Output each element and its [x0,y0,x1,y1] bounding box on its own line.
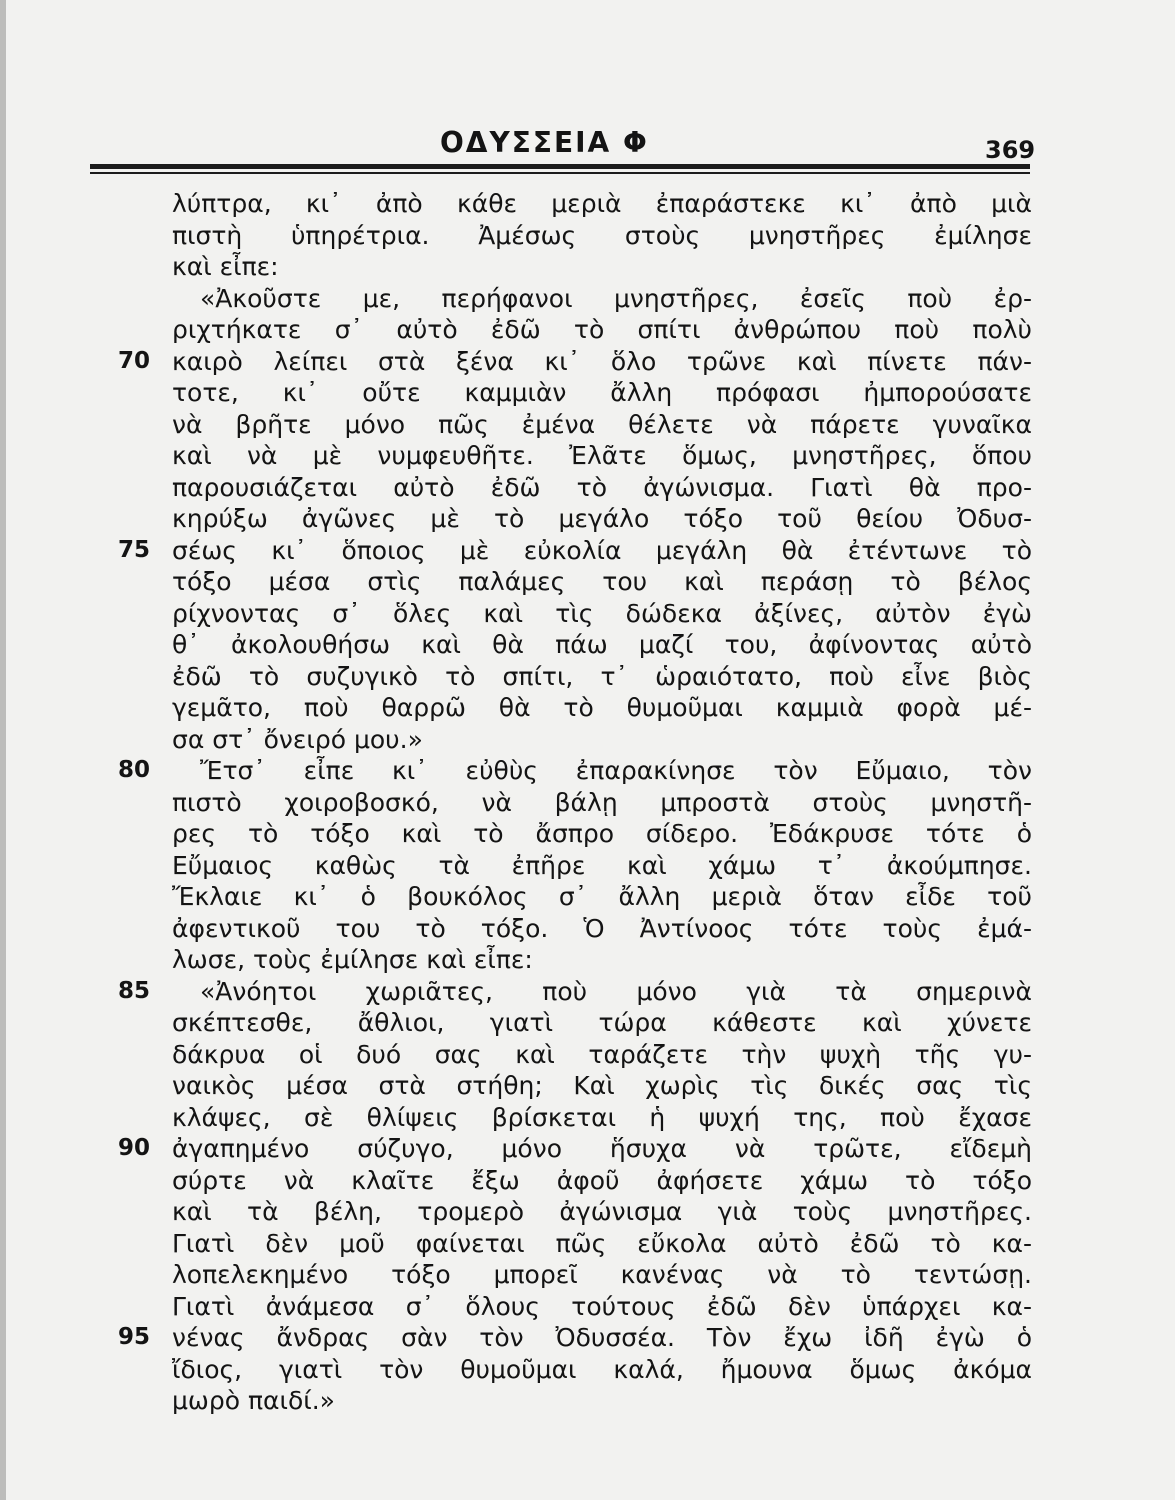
text-line: σέως κι᾿ ὅποιος μὲ εὐκολία μεγάλη θὰ ἐτέντωνε τὸ [172,535,1032,565]
text-line: ρες τὸ τόξο καὶ τὸ ἄσπρο σίδερο. Ἐδάκρυσε τότε ὁ [172,819,1032,848]
line-number: 75 [118,536,151,563]
text-line: καὶ νὰ μὲ νυμφευθῆτε. Ἐλᾶτε ὅμως, μνηστῆρες, ὅπου [172,441,1032,470]
text-line: ναικὸς μέσα στὰ στήθη; Καὶ χωρὶς τὶς δικές σας τὶς [172,1071,1032,1100]
text-line: «Ἀνόητοι χωριᾶτες, ποὺ μόνο γιὰ τὰ σημερινὰ [200,976,1032,1006]
text-line: Ἔκλαιε κι᾿ ὁ βουκόλος σ᾿ ἄλλη μεριὰ ὅταν εἶδε τοῦ [172,882,1032,911]
text-line: «Ἀκοῦστε με, περήφανοι μνηστῆρες, ἐσεῖς ποὺ ἐρ- [200,283,1032,313]
text-block [172,188,1032,1417]
text-line: κηρύξω ἀγῶνες μὲ τὸ μεγάλο τόξο τοῦ θείου Ὀδυσ- [172,504,1032,533]
text-line: σα στ᾿ ὄνειρό μου.» [172,724,423,754]
text-line: καιρὸ λείπει στὰ ξένα κι᾿ ὅλο τρῶνε καὶ πίνετε πάν- [172,346,1032,376]
line-number: 70 [118,347,151,374]
text-line: τοτε, κι᾿ οὔτε καμμιὰν ἄλλη πρόφασι ἠμπορούσατε [172,378,1032,407]
text-line: λοπελεκημένο τόξο μπορεῖ κανένας νὰ τὸ τεντώσῃ. [172,1260,1032,1289]
text-line: κλάψες, σὲ θλίψεις βρίσκεται ἡ ψυχή της, ποὺ ἔχασε [172,1102,1032,1132]
line-number: 85 [118,977,151,1004]
text-line: λύπτρα, κι᾿ ἀπὸ κάθε μεριὰ ἐπαράστεκε κι᾿ ἀπὸ μιὰ [172,189,1032,218]
text-line: νὰ βρῆτε μόνο πῶς ἐμένα θέλετε νὰ πάρετε γυναῖκα [172,409,1032,439]
text-line: σκέπτεσθε, ἄθλιοι, γιατὶ τώρα κάθεστε καὶ χύνετε [172,1008,1032,1037]
line-number: 80 [118,757,151,783]
text-line: θ᾿ ἀκολουθήσω καὶ θὰ πάω μαζί του, ἀφίνοντας αὐτὸ [172,630,1032,659]
text-line: νένας ἄνδρας σὰν τὸν Ὀδυσσέα. Τὸν ἔχω ἰδῆ ἐγὼ ὁ [172,1323,1032,1352]
text-line: καὶ εἶπε: [172,252,279,281]
text-line: ρίχνοντας σ᾿ ὅλες καὶ τὶς δώδεκα ἀξίνες, αὐτὸν ἐγὼ [172,598,1032,628]
page-number: 369 [985,136,1036,164]
running-title: ΟΔΥΣΣΕΙΑ Φ [440,126,649,159]
text-line: ἀφεντικοῦ του τὸ τόξο. Ὁ Ἀντίνοος τότε τοὺς ἐμά- [172,913,1032,943]
text-line: Εὔμαιος καθὼς τὰ ἐπῆρε καὶ χάμω τ᾿ ἀκούμπησε. [172,850,1032,880]
text-line: δάκρυα οἱ δυό σας καὶ ταράζετε τὴν ψυχὴ τῆς γυ- [172,1039,1032,1069]
text-line: Γιατὶ δὲν μοῦ φαίνεται πῶς εὔκολα αὐτὸ ἐδῶ τὸ κα- [172,1228,1032,1258]
text-line: πιστὴ ὑπηρέτρια. Ἀμέσως στοὺς μνηστῆρες ἐμίλησε [172,220,1032,250]
text-line: λωσε, τοὺς ἐμίλησε καὶ εἶπε: [172,945,533,974]
text-line: Ἔτσ᾿ εἶπε κι᾿ εὐθὺς ἐπαρακίνησε τὸν Εὔμαιο, τὸν [200,756,1032,785]
text-line: γεμᾶτο, ποὺ θαρρῶ θὰ τὸ θυμοῦμαι καμμιὰ φορὰ μέ- [172,693,1032,722]
text-line: ριχτήκατε σ᾿ αὐτὸ ἐδῶ τὸ σπίτι ἀνθρώπου ποὺ πολὺ [172,315,1032,344]
text-line: σύρτε νὰ κλαῖτε ἔξω ἀφοῦ ἀφήσετε χάμω τὸ τόξο [172,1165,1032,1195]
line-number: 90 [118,1135,151,1161]
text-line: ἀγαπημένο σύζυγο, μόνο ἥσυχα νὰ τρῶτε, εἴδεμὴ [172,1134,1032,1163]
text-line: τόξο μέσα στὶς παλάμες του καὶ περάσῃ τὸ βέλος [172,567,1032,596]
line-number: 95 [118,1324,151,1350]
header-rule-thin [90,172,1030,174]
text-line: ἴδιος, γιατὶ τὸν θυμοῦμαι καλά, ἤμουνα ὅμως ἀκόμα [172,1354,1032,1384]
text-line: ἐδῶ τὸ συζυγικὸ τὸ σπίτι, τ᾿ ὡραιότατο, ποὺ εἶνε βιὸς [172,661,1032,691]
text-line: πιστὸ χοιροβοσκό, νὰ βάλῃ μπροστὰ στοὺς μνηστῆ- [172,787,1032,817]
text-line: παρουσιάζεται αὐτὸ ἐδῶ τὸ ἀγώνισμα. Γιατὶ θὰ προ- [172,472,1032,502]
text-line: μωρὸ παιδί.» [172,1386,335,1415]
text-line: καὶ τὰ βέλη, τρομερὸ ἀγώνισμα γιὰ τοὺς μνηστῆρες. [172,1197,1032,1226]
text-line: Γιατὶ ἀνάμεσα σ᾿ ὅλους τούτους ἐδῶ δὲν ὑπάρχει κα- [172,1291,1032,1321]
header-rule [90,164,1030,169]
